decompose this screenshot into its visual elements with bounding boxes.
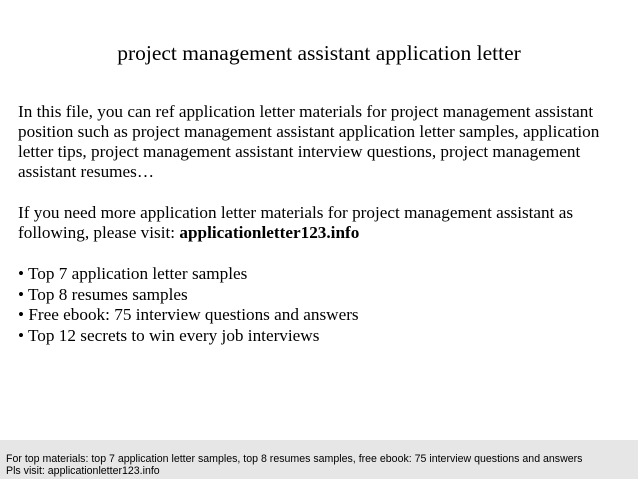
bullet-item: • Top 8 resumes samples — [18, 284, 188, 304]
website-link[interactable]: applicationletter123.info — [179, 223, 360, 242]
footer-line-visit: Pls visit: applicationletter123.info — [6, 465, 160, 477]
bullet-item: • Top 12 secrets to win every job interviews — [18, 325, 320, 345]
footer-banner — [0, 440, 638, 479]
visit-paragraph-text: If you need more application letter materials for project management assistant as following, please visit: — [18, 203, 574, 242]
footer-line-materials: For top materials: top 7 application letter samples, top 8 resumes samples, free ebook: 75 interview questions and answers — [6, 453, 583, 465]
visit-paragraph — [18, 203, 630, 243]
slide-body — [18, 102, 630, 346]
intro-paragraph: In this file, you can ref application letter materials for project management assistant position such as project management assistant application letter samples, application letter tips, project management assistant interview questions, project management assistant resumes… — [18, 102, 600, 181]
bullet-item: • Top 7 application letter samples — [18, 264, 248, 283]
slide-title: project management assistant application letter — [117, 41, 521, 65]
bullet-item: • Free ebook: 75 interview questions and answers — [18, 305, 359, 324]
bullet-list — [18, 264, 630, 346]
